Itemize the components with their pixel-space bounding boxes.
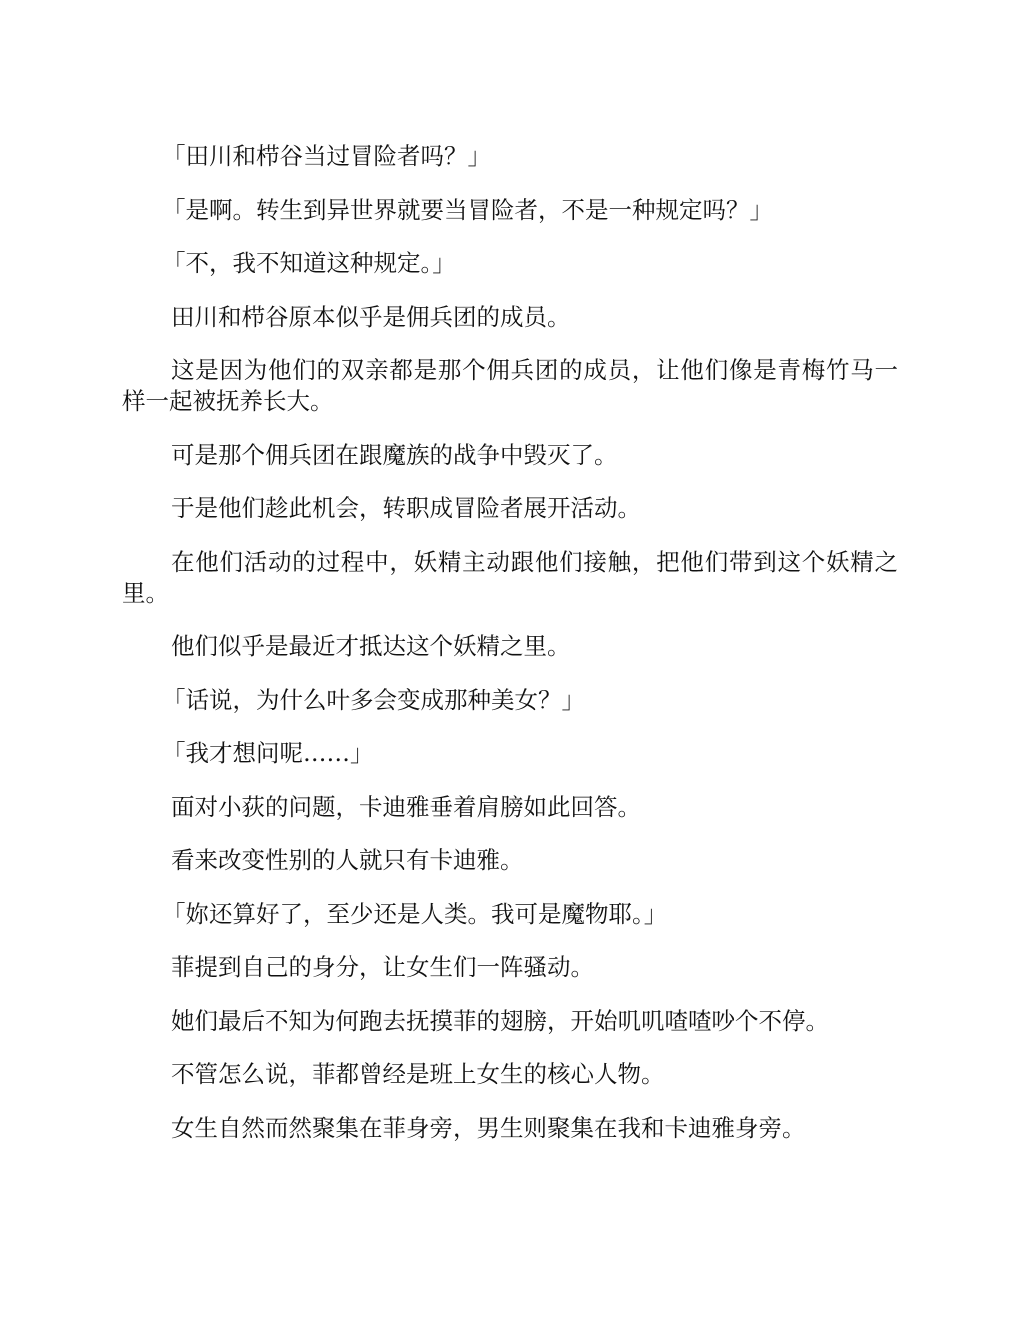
paragraph: 「话说，为什么叶多会变成那种美女？」: [162, 685, 585, 714]
paragraph: 田川和栉谷原本似乎是佣兵团的成员。: [171, 302, 571, 331]
paragraph: 女生自然而然聚集在菲身旁，男生则聚集在我和卡迪雅身旁。: [171, 1113, 806, 1142]
paragraph: 他们似乎是最近才抵达这个妖精之里。: [171, 632, 571, 660]
paragraph: 「田川和栉谷当过冒险者吗？」: [162, 142, 491, 170]
document-page: [122, 141, 898, 1166]
paragraph: 可是那个佣兵团在跟魔族的战争中毁灭了。: [171, 440, 618, 469]
paragraph: 不管怎么说，菲都曾经是班上女生的核心人物。: [171, 1060, 665, 1088]
paragraph: 「我才想问呢……」: [162, 739, 374, 767]
paragraph: 在他们活动的过程中，妖精主动跟他们接触，把他们带到这个妖精之里。: [122, 547, 898, 607]
paragraph: 这是因为他们的双亲都是那个佣兵团的成员，让他们像是青梅竹马一样一起被抚养长大。: [122, 356, 898, 415]
paragraph: 「不，我不知道这种规定。」: [162, 249, 456, 277]
paragraph: 于是他们趁此机会，转职成冒险者展开活动。: [171, 494, 641, 522]
paragraph: 「妳还算好了，至少还是人类。我可是魔物耶。」: [162, 899, 668, 928]
paragraph: 面对小荻的问题，卡迪雅垂着肩膀如此回答。: [171, 792, 641, 821]
paragraph: 看来改变性别的人就只有卡迪雅。: [171, 846, 524, 874]
paragraph: 「是啊。转生到异世界就要当冒险者，不是一种规定吗？」: [162, 195, 773, 224]
paragraph: 菲提到自己的身分，让女生们一阵骚动。: [171, 953, 594, 981]
paragraph: 她们最后不知为何跑去抚摸菲的翅膀，开始叽叽喳喳吵个不停。: [171, 1006, 829, 1035]
